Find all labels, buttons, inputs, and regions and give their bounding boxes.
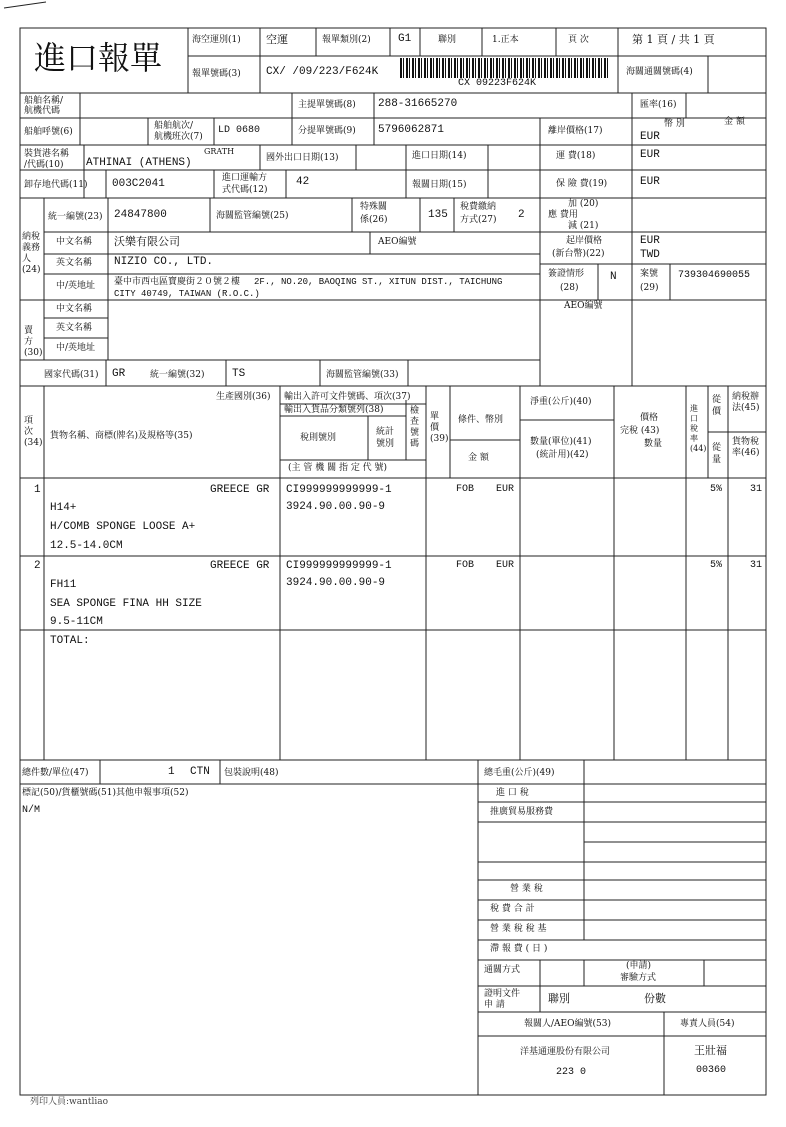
item-1-origin: GREECE GR <box>210 484 270 496</box>
item-2-seq: 2 <box>34 560 41 572</box>
insurance-label: 保 險 費(19) <box>556 179 608 189</box>
fob-label: 離岸價格(17) <box>548 126 603 136</box>
decl-no-value: CX/ /09/223/F624K <box>266 66 379 78</box>
cif-label-1: 起岸價格 <box>566 236 603 246</box>
importer-cn-name: 沃樂有限公司 <box>114 235 180 248</box>
adjust-label-2: 應 費用 <box>548 210 578 220</box>
item-1-rate: 5% <box>710 484 723 495</box>
transport-mode-label-1: 進口運輸方 <box>222 173 268 183</box>
transport-type-label: 海空運別(1) <box>192 35 241 45</box>
seller-uid-label: 統一編號(32) <box>150 370 205 380</box>
special-label-1: 特殊關 <box>360 202 388 212</box>
transport-mode-label-2: 式代碼(12) <box>222 185 268 195</box>
item-1-method: 31 <box>750 484 763 495</box>
cert-label-1: 證明文件 <box>484 989 521 999</box>
seller-addr-label: 中/英地址 <box>56 343 96 353</box>
importer-addr-en-1: 2F., NO.20, BAOQING ST., XITUN DIST., TAICHUNG <box>254 277 503 287</box>
item-2-desc-2: SEA SPONGE FINA HH SIZE <box>50 598 202 610</box>
cert-copies-label: 份數 <box>644 992 666 1005</box>
importer-cn-name-label: 中文名稱 <box>56 237 93 247</box>
staff-label: 專責人員(54) <box>680 1019 735 1029</box>
freight-label: 運 費(18) <box>556 151 596 161</box>
item-2-origin: GREECE GR <box>210 560 270 572</box>
marks-label: 標記(50)/貨櫃號碼(51)其他申報事項(52) <box>22 788 189 798</box>
amount-col-header: 金 額 <box>468 453 489 463</box>
cargo-rate-col-label: 貨物稅率(46) <box>732 437 760 458</box>
unit-price-col-label: 單價(39) <box>430 412 449 444</box>
agency-col-label: (主 管 機 關 指 定 代 號) <box>288 463 388 473</box>
broker-code: 223 0 <box>556 1067 587 1078</box>
importer-addr-cn: 臺中市西屯區寶慶街２０號２樓 <box>114 277 241 287</box>
item-1-seq: 1 <box>34 484 41 496</box>
check-col-label: 檢查號碼 <box>410 406 420 449</box>
tax-method-value: 2 <box>518 209 525 221</box>
origin-col-label: 生產國別(36) <box>216 392 271 402</box>
voyage-label-1: 船舶航次/ <box>154 121 194 131</box>
net-weight-col-label: 淨重(公斤)(40) <box>530 397 592 407</box>
special-value: 135 <box>428 209 448 221</box>
importer-side-label: 納稅義務人(24) <box>22 232 41 275</box>
transport-mode-value: 42 <box>296 176 310 188</box>
method-col-label: 納稅辦法(45) <box>732 392 760 413</box>
case-label-1: 案號 <box>640 269 659 279</box>
visa-value: N <box>610 271 617 283</box>
importer-uid-value: 24847800 <box>114 209 167 221</box>
business-tax-label: 營 業 稅 <box>510 884 543 894</box>
importer-en-name-label: 英文名稱 <box>56 258 93 268</box>
clearance-no-label: 海關通關號碼(4) <box>626 67 693 77</box>
visa-label-1: 簽證情形 <box>548 269 585 279</box>
item-1-terms: FOB <box>456 484 475 495</box>
seller-cn-name-label: 中文名稱 <box>56 304 93 314</box>
item-1-desc-2: H/COMB SPONGE LOOSE A+ <box>50 521 196 533</box>
seller-uid-value: TS <box>232 368 246 380</box>
pkg-label: 總件數/單位(47) <box>22 768 89 778</box>
dutiable-col-label-1: 價格 <box>640 413 659 423</box>
cert-copy-label: 聯別 <box>548 992 570 1005</box>
importer-aeo-label: AEO編號 <box>378 237 417 247</box>
total-tax-label: 稅 費 合 計 <box>490 904 535 914</box>
page-label: 頁 次 <box>568 35 589 45</box>
item-1-currency: EUR <box>496 484 515 495</box>
spec-label-2: 量 <box>712 455 722 465</box>
item-2-terms: FOB <box>456 560 475 571</box>
page-value: 第 1 頁 / 共 1 頁 <box>632 33 715 46</box>
printed-by: 列印人員:wantliao <box>30 1097 109 1107</box>
broker-label: 報關人/AEO編號(53) <box>524 1019 611 1029</box>
port-tag: GRATH <box>204 147 235 156</box>
clearance-label: 通關方式 <box>484 965 521 975</box>
voyage-value: LD 0680 <box>218 125 261 136</box>
business-base-label: 營 業 稅 稅 基 <box>490 924 547 934</box>
cif-label-2: (新台幣)(22) <box>552 249 605 259</box>
vessel-label-1: 船舶名稱/ <box>24 96 64 106</box>
apply-label-1: (申請) <box>626 961 652 971</box>
pkg-desc-label: 包裝說明(48) <box>224 768 279 778</box>
item-2-rate: 5% <box>710 560 723 571</box>
item-1-desc-3: 12.5-14.0CM <box>50 540 123 552</box>
importer-uid-label: 統一編號(23) <box>48 212 103 222</box>
importer-bonded-label: 海關監管編號(25) <box>216 211 289 221</box>
freight-currency: EUR <box>640 149 660 161</box>
case-label-2: (29) <box>640 283 659 293</box>
total-label: TOTAL: <box>50 635 90 647</box>
visa-label-2: (28) <box>560 283 579 293</box>
seq-col-label: 項次(34) <box>24 416 43 448</box>
copy-value: 1.正本 <box>492 35 519 45</box>
seller-side-label: 賣方(30) <box>24 326 43 358</box>
tariff-col-label: 稅則號別 <box>300 433 337 443</box>
item-2-tariff: 3924.90.00.90-9 <box>286 577 386 589</box>
pkg-count: 1 <box>168 766 175 778</box>
adjust-label: 加 (20) <box>568 199 599 209</box>
stat-col-label-1: 統計 <box>376 427 395 437</box>
decl-no-label: 報單號碼(3) <box>192 69 241 79</box>
fob-currency: EUR <box>640 131 660 143</box>
qty-col-label-2: (統計用)(42) <box>536 450 589 460</box>
vessel-label-2: 航機代碼 <box>24 106 61 116</box>
special-label-2: 係(26) <box>360 215 388 225</box>
spec-label-1: 從 <box>712 443 722 453</box>
item-2-desc-3: 9.5-11CM <box>50 616 103 628</box>
qty-col-label-1: 數量(單位)(41) <box>530 437 592 447</box>
desc-col-label: 貨物名稱、商標(牌名)及規格等(35) <box>50 431 193 441</box>
seller-country-label: 國家代碼(31) <box>44 370 99 380</box>
decl-date-label: 報關日期(15) <box>412 180 467 190</box>
form-title: 進口報單 <box>34 39 163 77</box>
transport-type-value: 空運 <box>266 33 288 46</box>
cif-currency-2: TWD <box>640 249 660 261</box>
cert-label-2: 申 請 <box>484 1000 505 1010</box>
decl-type-label: 報單類別(2) <box>322 35 371 45</box>
importer-addr-label: 中/英地址 <box>56 281 96 291</box>
barcode-text: CX 09223F624K <box>458 78 537 89</box>
ad-val-label-1: 從 <box>712 395 722 405</box>
broker-name: 洋基通運股份有限公司 <box>520 1047 611 1057</box>
adjust-label-3: 減 (21) <box>568 221 599 231</box>
decl-type-value: G1 <box>398 33 412 45</box>
item-2-currency: EUR <box>496 560 515 571</box>
pkg-unit: CTN <box>190 766 210 778</box>
apply-label-2: 審驗方式 <box>620 973 657 983</box>
dutiable-col-label-2: 完稅 (43) <box>620 426 660 436</box>
copy-label: 聯別 <box>438 35 457 45</box>
tax-method-label-1: 稅費繳納 <box>460 202 497 212</box>
port-value: ATHINAI (ATHENS) <box>86 157 192 169</box>
import-tax-label: 進 口 稅 <box>496 788 529 798</box>
gross-label: 總毛重(公斤)(49) <box>484 768 555 778</box>
ad-val-label-2: 價 <box>712 407 722 417</box>
cif-currency-1: EUR <box>640 235 660 247</box>
class-col-label: 輸出入貨品分類號列(38) <box>284 405 384 415</box>
importer-addr-en-2: CITY 40749, TAIWAN (R.O.C.) <box>114 289 260 299</box>
voyage-label-2: 航機班次(7) <box>154 132 203 142</box>
export-date-label: 國外出口日期(13) <box>266 153 339 163</box>
terms-col-label: 條件、幣別 <box>458 415 504 425</box>
item-2-desc-1: FH11 <box>50 579 77 591</box>
callsign-label: 船舶呼號(6) <box>24 127 73 137</box>
marks-value: N/M <box>22 805 41 816</box>
case-no-value: 739304690055 <box>678 270 751 281</box>
seller-bonded-label: 海關監管編號(33) <box>326 370 399 380</box>
staff-code: 00360 <box>696 1065 727 1076</box>
exchange-label: 匯率(16) <box>640 100 677 110</box>
item-1-permit: CI999999999999-1 <box>286 484 392 496</box>
port-label-1: 裝貨港名稱 <box>24 149 70 159</box>
item-1-tariff: 3924.90.00.90-9 <box>286 501 386 513</box>
currency-col-label: 幣 別 <box>664 119 685 129</box>
insurance-currency: EUR <box>640 176 660 188</box>
duty-rate-col-label: 進口稅率(44) <box>690 404 707 453</box>
import-date-label: 進口日期(14) <box>412 151 467 161</box>
hawb-value: 5796062871 <box>378 124 445 136</box>
barcode <box>400 58 610 78</box>
staff-name: 王壯福 <box>694 1044 727 1057</box>
unload-value: 003C2041 <box>112 178 165 190</box>
importer-aeo-label-2: AEO編號 <box>564 301 603 311</box>
tax-method-label-2: 方式(27) <box>460 215 497 225</box>
mawb-label: 主提單號碼(8) <box>298 100 356 110</box>
permit-col-label: 輸出入許可文件號碼、項次(37) <box>284 392 411 402</box>
hawb-label: 分提單號碼(9) <box>298 126 356 136</box>
late-fee-label: 滯 報 費 ( 日 ) <box>490 944 548 954</box>
port-label-2: /代碼(10) <box>24 160 64 170</box>
seller-en-name-label: 英文名稱 <box>56 323 93 333</box>
importer-en-name: NIZIO CO., LTD. <box>114 256 214 268</box>
trade-fee-label: 推廣貿易服務費 <box>490 807 554 817</box>
dutiable-col-label-3: 數量 <box>644 439 663 449</box>
seller-country-value: GR <box>112 368 126 380</box>
item-2-permit: CI999999999999-1 <box>286 560 392 572</box>
unload-label: 卸存地代碼(11) <box>24 180 88 190</box>
amount-col-label: 金 額 <box>724 117 745 127</box>
item-2-method: 31 <box>750 560 763 571</box>
stat-col-label-2: 號別 <box>376 439 395 449</box>
mawb-value: 288-31665270 <box>378 98 458 110</box>
item-1-desc-1: H14+ <box>50 502 77 514</box>
